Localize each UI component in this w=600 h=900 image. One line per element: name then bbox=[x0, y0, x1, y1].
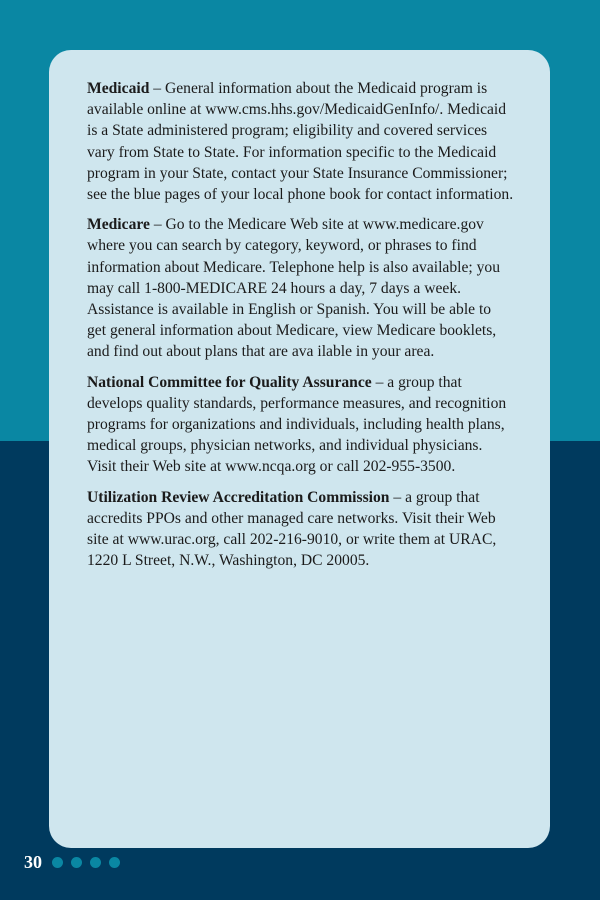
entry-title: Utilization Review Accreditation Commission bbox=[87, 488, 390, 506]
entry-text: – General information about the Medicaid program is available online at www.cms.hhs.gov/MedicaidGenInfo/. Medicaid is a State administered program; eligibility and covered services vary from State to State. For information specific to the Medicaid program in your State, contact your State Insurance Commissioner; see the blue pages of your local phone book for contact information. bbox=[87, 80, 514, 204]
entry-urac bbox=[87, 487, 514, 572]
page-footer bbox=[24, 850, 128, 874]
decorative-dot-icon bbox=[52, 857, 63, 868]
page-number: 30 bbox=[24, 851, 42, 872]
entry-medicaid bbox=[87, 78, 514, 205]
entry-title: Medicare bbox=[87, 216, 150, 234]
entry-medicare bbox=[87, 214, 514, 362]
decorative-dot-icon bbox=[109, 857, 120, 868]
entry-title: National Committee for Quality Assurance bbox=[87, 373, 372, 391]
entry-text: – Go to the Medicare Web site at www.medicare.gov where you can search by category, keyword, or phrases to find information about Medicare. Telephone help is also available; you may call 1-800-MEDICARE 24 hours a day, 7 days a week. Assistance is available in English or Spanish. You will be able to get general information about Medicare, view Medicare booklets, and find out about plans that are ava ilable in your area. bbox=[87, 216, 501, 361]
content-card bbox=[49, 50, 550, 848]
entry-text: – a group that accredits PPOs and other managed care networks. Visit their Web site at www.urac.org, call 202-216-9010, or write them at URAC, 1220 L Street, N.W., Washington, DC 20005. bbox=[87, 488, 497, 570]
decorative-dot-icon bbox=[90, 857, 101, 868]
decorative-dot-icon bbox=[71, 857, 82, 868]
entry-title: Medicaid bbox=[87, 80, 150, 97]
entry-ncqa bbox=[87, 372, 514, 478]
entry-text: – a group that develops quality standards, performance measures, and recognition programs for organizations and individuals, including health plans, medical groups, physician networks, and individual physicians. Visit their Web site at www.ncqa.org or call 202-955-3500. bbox=[87, 373, 507, 476]
